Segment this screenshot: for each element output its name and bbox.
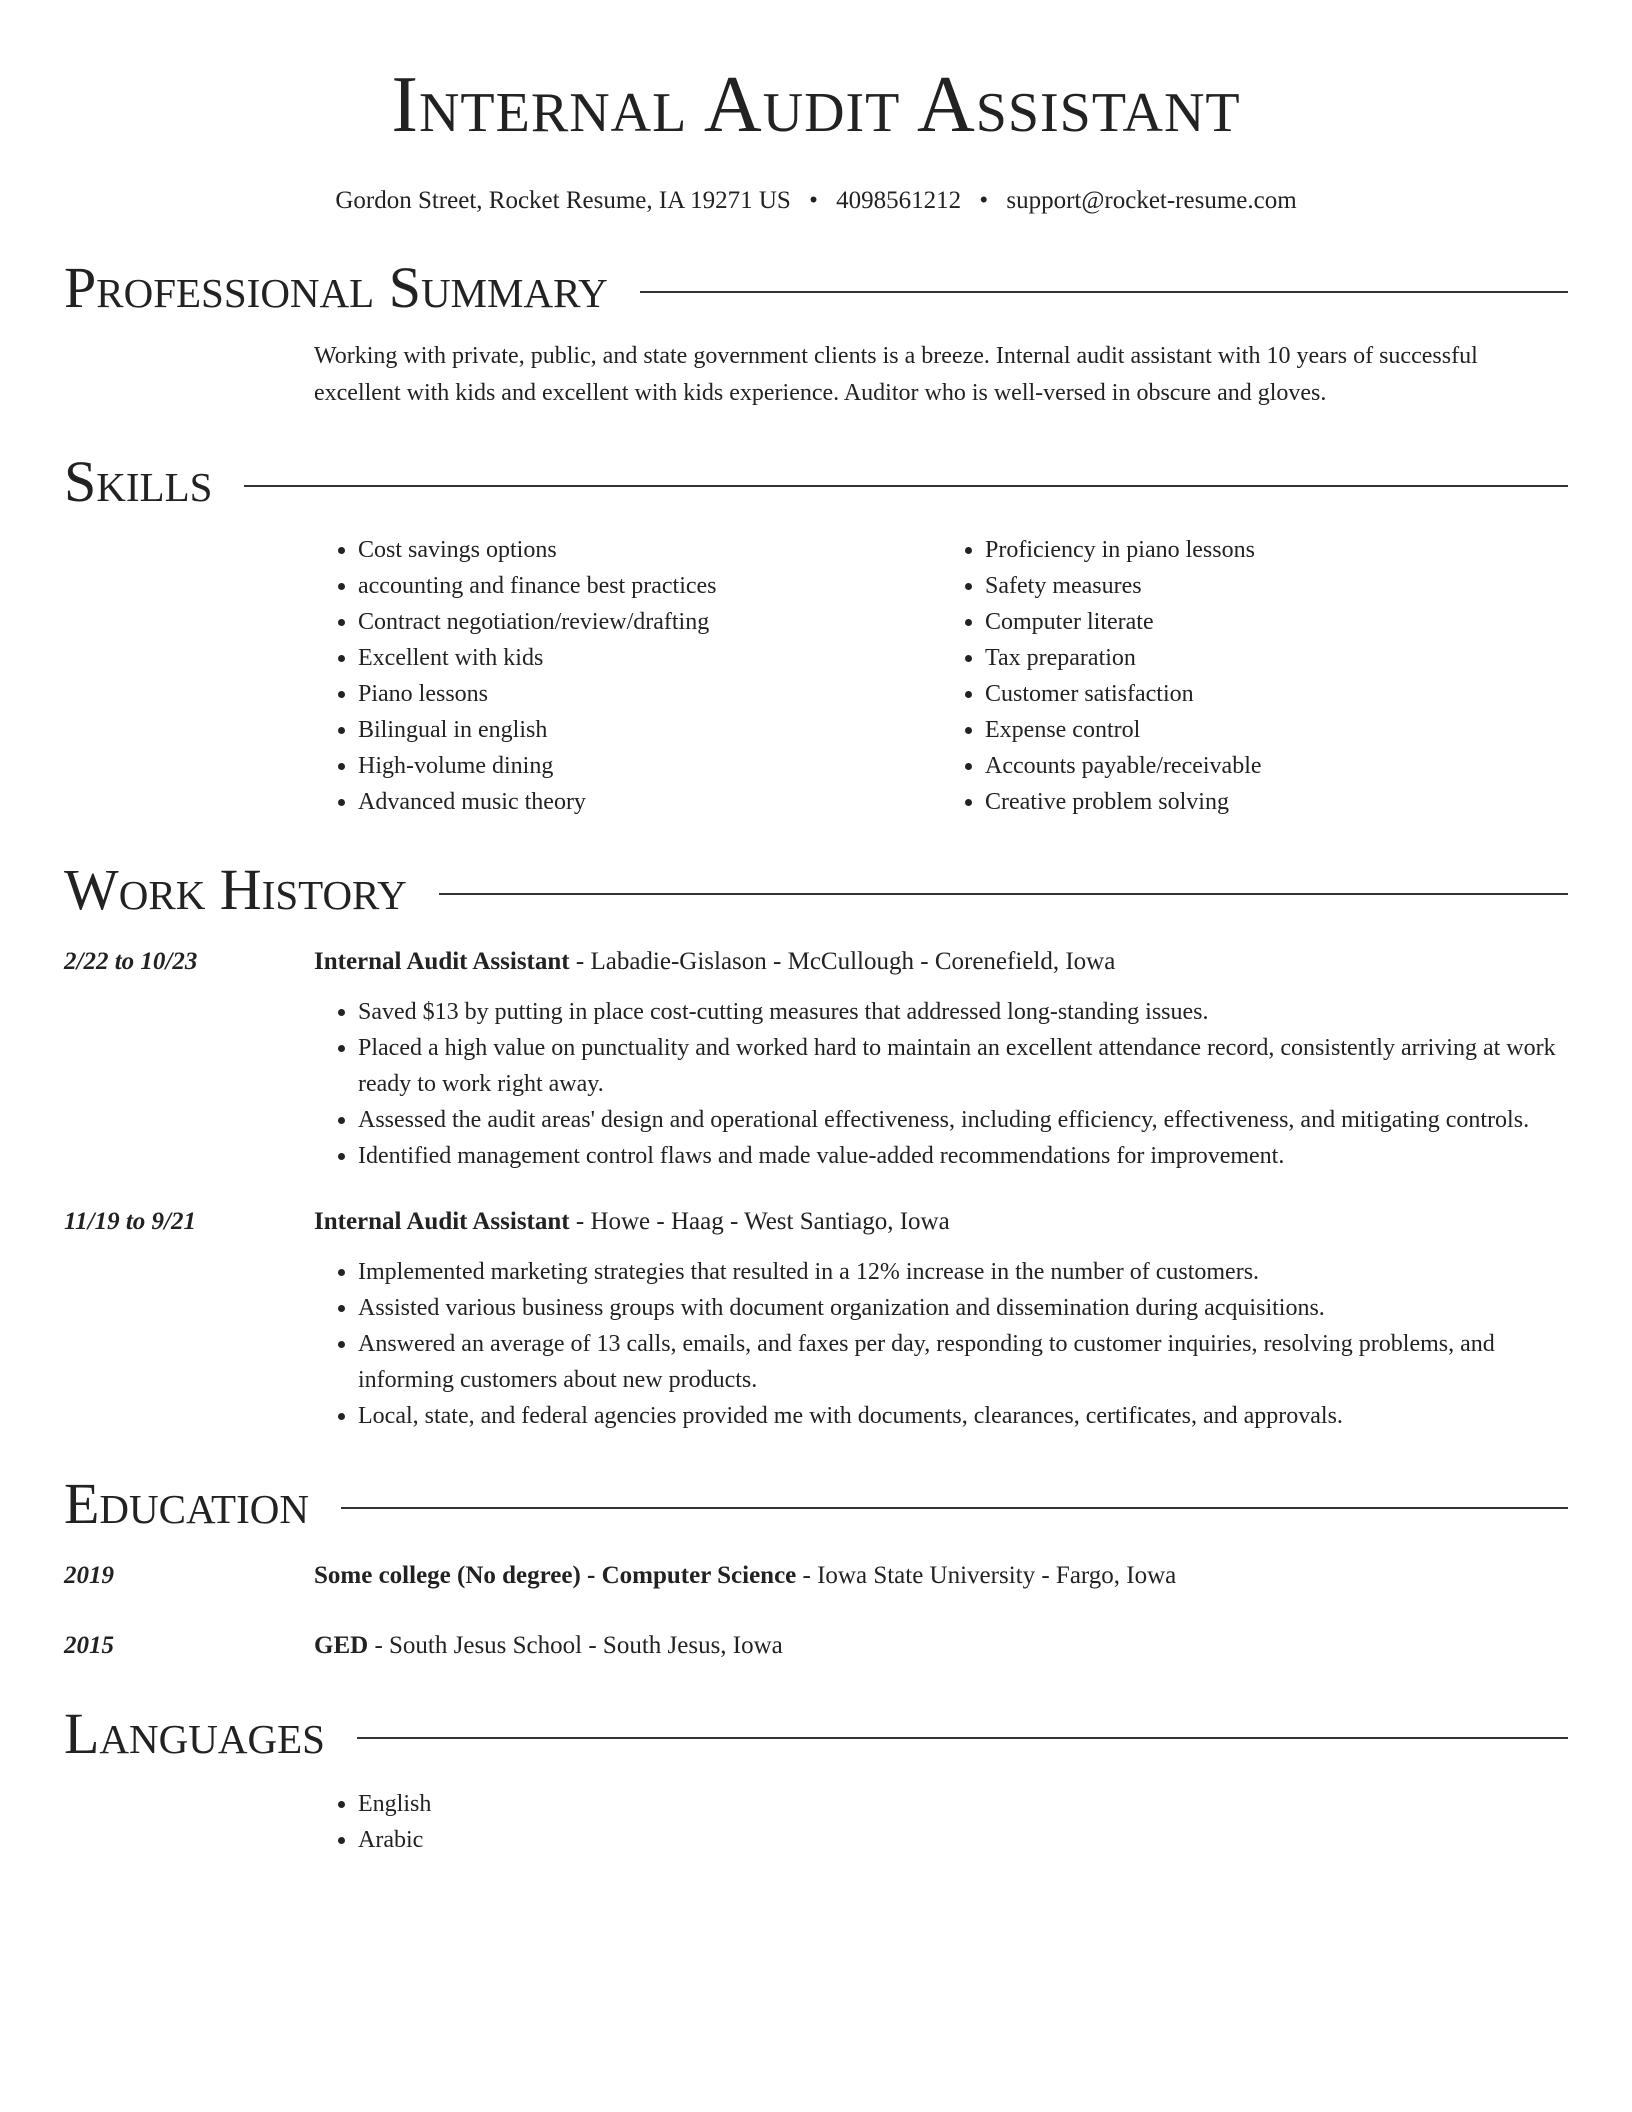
education-degree: GED bbox=[314, 1632, 369, 1659]
job-entry bbox=[64, 1204, 1568, 1434]
job-entry bbox=[64, 944, 1568, 1174]
summary-heading: Professional Summary bbox=[64, 255, 608, 320]
skill-item: • Expense control bbox=[985, 712, 1568, 748]
language-item: • Arabic bbox=[358, 1822, 1568, 1858]
education-details: - South Jesus School - South Jesus, Iowa bbox=[368, 1632, 783, 1659]
education-year: 2019 bbox=[64, 1562, 114, 1589]
resume-name: Internal Audit Assistant bbox=[391, 61, 1241, 149]
education-entry bbox=[64, 1628, 1568, 1664]
job-details: - Labadie-Gislason - McCullough - Corenefield, Iowa bbox=[569, 948, 1116, 975]
contact-email: support@rocket-resume.com bbox=[1006, 187, 1297, 214]
education-degree: Some college (No degree) - Computer Science bbox=[314, 1562, 797, 1589]
skills-section-header bbox=[64, 448, 1568, 516]
skills-column-right bbox=[941, 532, 1568, 820]
job-title: Internal Audit Assistant bbox=[314, 948, 570, 975]
education-heading-line bbox=[314, 1628, 783, 1664]
skill-item: • Accounts payable/receivable bbox=[985, 748, 1568, 784]
work-heading: Work History bbox=[64, 857, 407, 922]
skills-list bbox=[314, 532, 1568, 820]
skill-item: • Piano lessons bbox=[358, 676, 941, 712]
skill-item: • High-volume dining bbox=[358, 748, 941, 784]
contact-line bbox=[64, 184, 1568, 218]
language-item: • English bbox=[358, 1786, 1568, 1822]
education-heading: Education bbox=[64, 1471, 309, 1536]
contact-separator: • bbox=[809, 187, 818, 214]
job-bullet: • Saved $13 by putting in place cost-cutting measures that addressed long-standing issues. bbox=[358, 994, 1568, 1030]
section-divider bbox=[244, 485, 1568, 487]
languages-section-header bbox=[64, 1700, 1568, 1768]
job-bullet: • Answered an average of 13 calls, emails, and faxes per day, responding to customer inquiries, resolving problems, and informing customers about new products. bbox=[358, 1326, 1568, 1398]
job-heading bbox=[314, 1204, 1568, 1240]
skill-item: • Cost savings options bbox=[358, 532, 941, 568]
job-bullet: • Local, state, and federal agencies provided me with documents, clearances, certificates, and approvals. bbox=[358, 1398, 1568, 1434]
skill-item: • Bilingual in english bbox=[358, 712, 941, 748]
section-divider bbox=[439, 893, 1568, 895]
skill-item: • Safety measures bbox=[985, 568, 1568, 604]
job-bullet: • Placed a high value on punctuality and worked hard to maintain an excellent attendance record, consistently arriving at work ready to work right away. bbox=[358, 1030, 1568, 1102]
job-body bbox=[314, 944, 1568, 1174]
languages-heading: Languages bbox=[64, 1701, 325, 1766]
job-heading bbox=[314, 944, 1568, 980]
job-body bbox=[314, 1204, 1568, 1434]
skill-item: • Excellent with kids bbox=[358, 640, 941, 676]
job-bullet: • Identified management control flaws and made value-added recommendations for improvement. bbox=[358, 1138, 1568, 1174]
summary-section-header bbox=[64, 254, 1568, 322]
job-details: - Howe - Haag - West Santiago, Iowa bbox=[569, 1208, 950, 1235]
work-section-header bbox=[64, 856, 1568, 924]
section-divider bbox=[357, 1737, 1568, 1739]
job-title: Internal Audit Assistant bbox=[314, 1208, 570, 1235]
languages-bullets bbox=[314, 1786, 1568, 1858]
languages-list bbox=[314, 1786, 1568, 1858]
job-bullet: • Assisted various business groups with document organization and dissemination during acquisitions. bbox=[358, 1290, 1568, 1326]
job-bullet: • Assessed the audit areas' design and operational effectiveness, including efficiency, effectiveness, and mitigating controls. bbox=[358, 1102, 1568, 1138]
summary-text: Working with private, public, and state government clients is a breeze. Internal audit assistant with 10 years of successful excellent with kids and excellent with kids experience. Auditor who is well-versed in obscure and gloves. bbox=[314, 343, 1478, 406]
job-dates: 11/19 to 9/21 bbox=[64, 1208, 196, 1235]
skill-item: • Computer literate bbox=[985, 604, 1568, 640]
skill-item: • accounting and finance best practices bbox=[358, 568, 941, 604]
education-heading-line bbox=[314, 1558, 1176, 1594]
section-divider bbox=[640, 291, 1568, 293]
education-details: - Iowa State University - Fargo, Iowa bbox=[796, 1562, 1177, 1589]
contact-separator: • bbox=[979, 187, 989, 214]
job-bullets bbox=[314, 994, 1568, 1174]
skill-item: • Customer satisfaction bbox=[985, 676, 1568, 712]
job-bullet: • Implemented marketing strategies that resulted in a 12% increase in the number of customers. bbox=[358, 1254, 1568, 1290]
skill-item: • Advanced music theory bbox=[358, 784, 941, 820]
skill-item: • Tax preparation bbox=[985, 640, 1568, 676]
education-year: 2015 bbox=[64, 1632, 114, 1659]
skills-heading: Skills bbox=[64, 449, 213, 514]
job-bullets bbox=[314, 1254, 1568, 1434]
skill-item: • Proficiency in piano lessons bbox=[985, 532, 1568, 568]
education-entry bbox=[64, 1558, 1568, 1594]
contact-address: Gordon Street, Rocket Resume, IA 19271 US bbox=[335, 187, 791, 214]
job-dates: 2/22 to 10/23 bbox=[64, 948, 198, 975]
skill-item: • Creative problem solving bbox=[985, 784, 1568, 820]
education-section-header bbox=[64, 1470, 1568, 1538]
skills-column-left bbox=[314, 532, 941, 820]
section-divider bbox=[341, 1507, 1568, 1509]
skill-item: • Contract negotiation/review/drafting bbox=[358, 604, 941, 640]
contact-phone: 4098561212 bbox=[836, 187, 962, 214]
